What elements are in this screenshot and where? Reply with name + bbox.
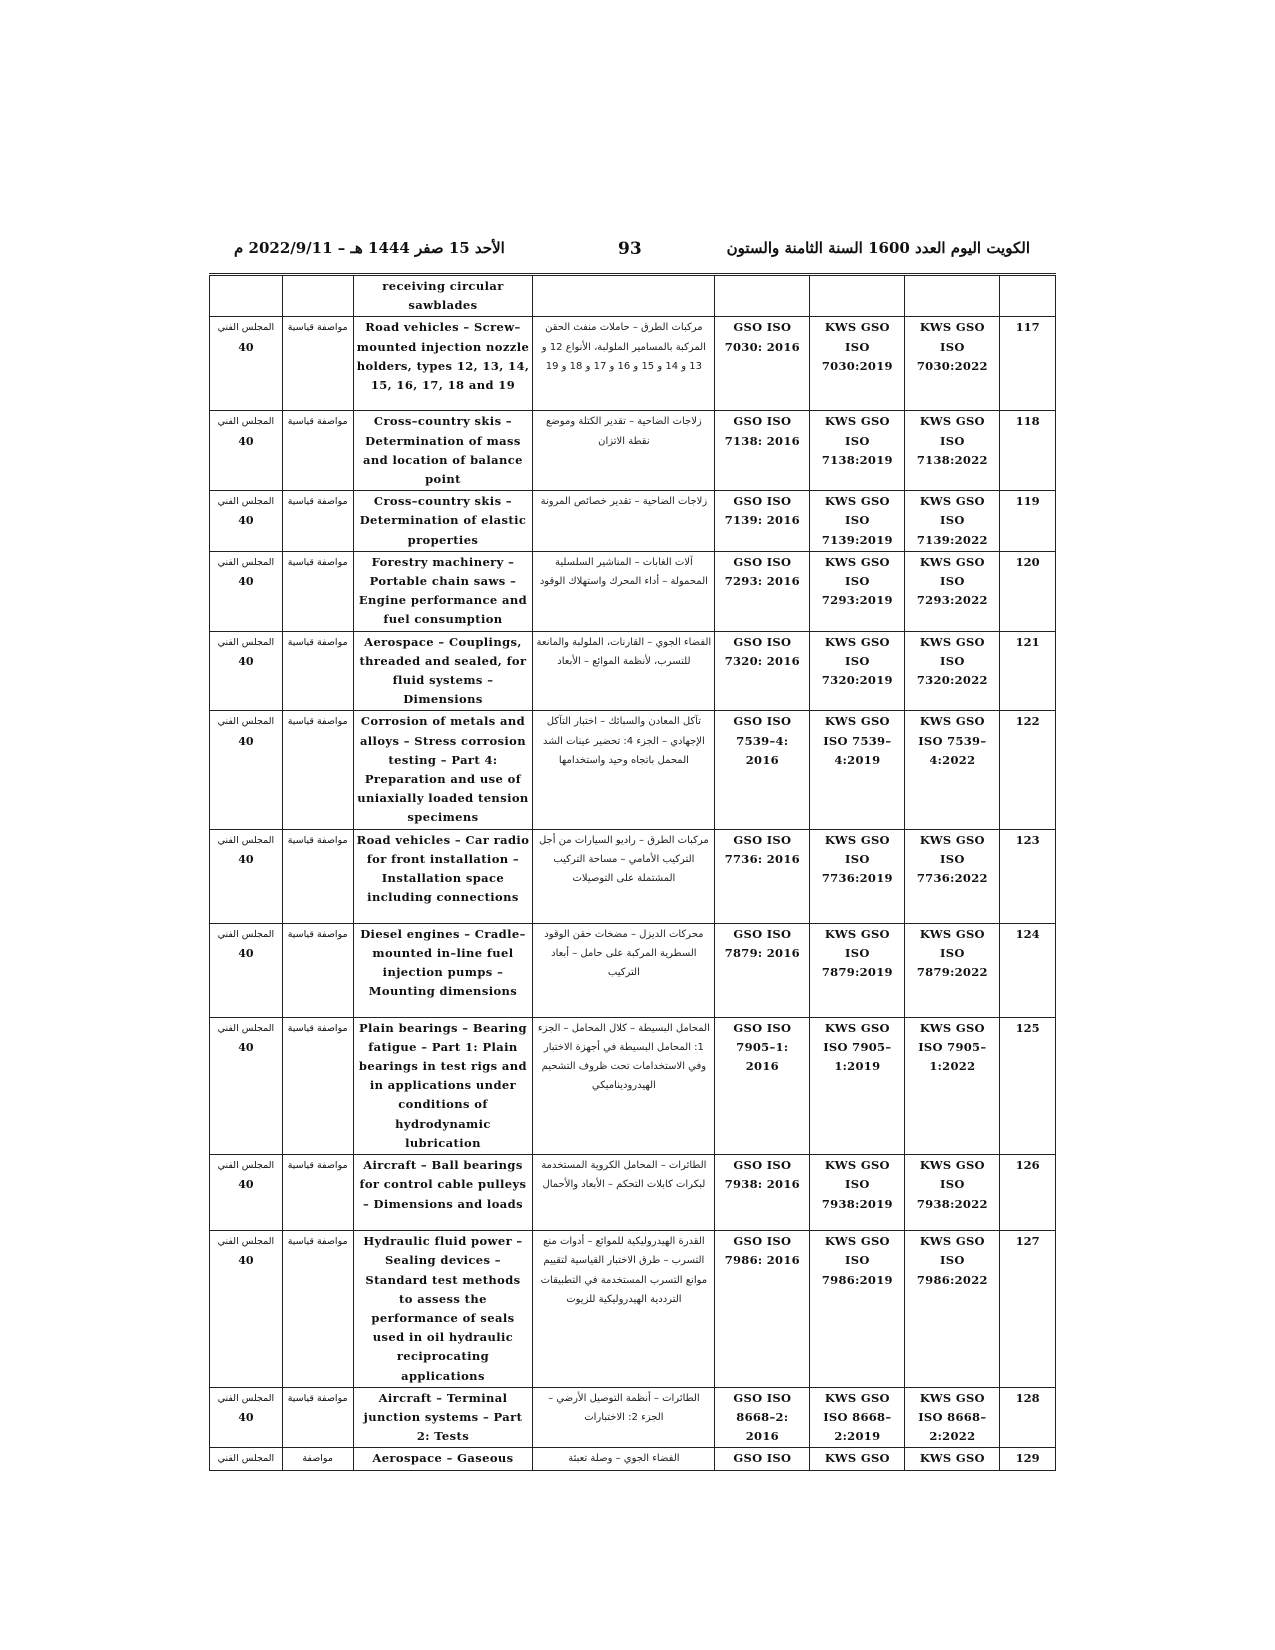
council-number: 40 — [238, 852, 254, 866]
council-cell — [210, 1231, 283, 1388]
gso-code-cell: GSO ISO 7139: 2016 — [715, 491, 810, 552]
kws-2022-cell: KWS GSO ISO 7539–4:2022 — [905, 711, 1000, 829]
title-en-cell: Road vehicles – Screw–mounted injection nozzle holders, types 12, 13, 14, 15, 16, 17, 18 and 19 — [353, 317, 533, 411]
council-cell — [210, 491, 283, 552]
title-ar-cell: الفضاء الجوي – وصلة تعبئة — [533, 1448, 715, 1470]
council-number: 40 — [238, 1254, 254, 1268]
row-number-cell: 118 — [1000, 411, 1056, 491]
title-en-cell: receiving circular sawblades — [353, 275, 533, 317]
title-en-cell: Plain bearings – Bearing fatigue – Part 1: Plain bearings in test rigs and in applications under conditions of hydrodynamic lubrication — [353, 1017, 533, 1154]
table-row — [210, 631, 1056, 711]
council-number: 40 — [238, 340, 254, 354]
council-label: المجلس الفني — [217, 416, 275, 428]
table-row — [210, 1231, 1056, 1388]
type-cell: مواصفة قياسية — [282, 1017, 353, 1154]
council-cell — [210, 1155, 283, 1231]
gso-code-cell: GSO ISO 7539–4: 2016 — [715, 711, 810, 829]
kws-2019-cell: KWS GSO ISO 7293:2019 — [810, 551, 905, 631]
kws-2022-cell: KWS GSO ISO 7736:2022 — [905, 829, 1000, 923]
type-cell: مواصفة قياسية — [282, 631, 353, 711]
council-cell — [210, 411, 283, 491]
kws-2019-cell: KWS GSO ISO 7879:2019 — [810, 923, 905, 1017]
type-cell: مواصفة قياسية — [282, 1231, 353, 1388]
row-number-cell: 129 — [1000, 1448, 1056, 1470]
council-label: المجلس الفني — [217, 1022, 275, 1034]
council-number: 40 — [238, 654, 254, 668]
council-label: المجلس الفني — [217, 1392, 275, 1404]
kws-2019-cell: KWS GSO ISO 7138:2019 — [810, 411, 905, 491]
title-ar-cell: الطائرات – أنظمة التوصيل الأرضي – الجزء 2: الاختبارات — [533, 1387, 715, 1448]
type-cell: مواصفة قياسية — [282, 491, 353, 552]
council-number: 40 — [238, 1040, 254, 1054]
council-cell — [210, 1448, 283, 1470]
type-cell: مواصفة — [282, 1448, 353, 1470]
title-en-cell: Forestry machinery – Portable chain saws – Engine performance and fuel consumption — [353, 551, 533, 631]
kws-2022-cell: KWS GSO ISO 7293:2022 — [905, 551, 1000, 631]
table-row — [210, 411, 1056, 491]
table-row — [210, 1017, 1056, 1154]
council-number: 40 — [238, 514, 254, 528]
kws-2022-cell: KWS GSO ISO 7879:2022 — [905, 923, 1000, 1017]
title-en-cell: Corrosion of metals and alloys – Stress corrosion testing – Part 4: Preparation and use of uniaxially loaded tension specimens — [353, 711, 533, 829]
row-number-cell: 122 — [1000, 711, 1056, 829]
council-label: المجلس الفني — [217, 834, 275, 846]
kws-2022-cell: KWS GSO — [905, 1448, 1000, 1470]
title-en-cell: Aerospace – Gaseous — [353, 1448, 533, 1470]
title-ar-cell: محركات الديزل – مضخات حقن الوقود السطرية المركبة على حامل – أبعاد التركيب — [533, 923, 715, 1017]
page-header — [230, 239, 1030, 265]
kws-2019-cell: KWS GSO ISO 8668–2:2019 — [810, 1387, 905, 1448]
title-en-cell: Road vehicles – Car radio for front installation – Installation space including connections — [353, 829, 533, 923]
type-cell: مواصفة قياسية — [282, 829, 353, 923]
gso-code-cell: GSO ISO 7986: 2016 — [715, 1231, 810, 1388]
council-label: المجلس الفني — [217, 1453, 275, 1465]
title-ar-cell: زلاجات الضاحية – تقدير الكتلة وموضع نقطة الاتزان — [533, 411, 715, 491]
row-number-cell: 117 — [1000, 317, 1056, 411]
page-number: 93 — [618, 239, 642, 259]
council-cell — [210, 711, 283, 829]
kws-2019-cell: KWS GSO ISO 7736:2019 — [810, 829, 905, 923]
type-cell: مواصفة قياسية — [282, 1387, 353, 1448]
council-number: 40 — [238, 575, 254, 589]
kws-2022-cell: KWS GSO ISO 7905–1:2022 — [905, 1017, 1000, 1154]
council-label: المجلس الفني — [217, 1236, 275, 1248]
kws-2022-cell: KWS GSO ISO 7139:2022 — [905, 491, 1000, 552]
gso-code-cell: GSO ISO 7938: 2016 — [715, 1155, 810, 1231]
type-cell: مواصفة قياسية — [282, 923, 353, 1017]
title-ar-cell: القدرة الهيدروليكية للموائع – أدوات منع التسرب – طرق الاختبار القياسية لتقييم موانع التسرب المستخدمة في التطبيقات الترددية الهيدروليكية للزيوت — [533, 1231, 715, 1388]
kws-2019-cell: KWS GSO ISO 7938:2019 — [810, 1155, 905, 1231]
gso-code-cell: GSO ISO 8668–2: 2016 — [715, 1387, 810, 1448]
gso-code-cell: GSO ISO 7030: 2016 — [715, 317, 810, 411]
council-label: المجلس الفني — [217, 322, 275, 334]
council-label: المجلس الفني — [217, 716, 275, 728]
title-ar-cell: تآكل المعادن والسبائك – اختبار التآكل الإجهادي – الجزء 4: تحضير عينات الشد المحمل باتجاه وحيد واستخدامها — [533, 711, 715, 829]
council-label: المجلس الفني — [217, 636, 275, 648]
kws-2022-cell: KWS GSO ISO 8668–2:2022 — [905, 1387, 1000, 1448]
header-issue: الكويت اليوم العدد 1600 السنة الثامنة والستون — [726, 239, 1030, 257]
council-number: 40 — [238, 434, 254, 448]
gso-code-cell: GSO ISO 7736: 2016 — [715, 829, 810, 923]
title-en-cell: Cross–country skis – Determination of elastic properties — [353, 491, 533, 552]
type-cell: مواصفة قياسية — [282, 711, 353, 829]
kws-2022-cell: KWS GSO ISO 7320:2022 — [905, 631, 1000, 711]
row-number-cell: 121 — [1000, 631, 1056, 711]
council-label: المجلس الفني — [217, 1160, 275, 1172]
kws-2019-cell: KWS GSO ISO 7905–1:2019 — [810, 1017, 905, 1154]
council-cell — [210, 551, 283, 631]
council-cell — [210, 317, 283, 411]
kws-2022-cell: KWS GSO ISO 7138:2022 — [905, 411, 1000, 491]
row-number-cell: 120 — [1000, 551, 1056, 631]
type-cell: مواصفة قياسية — [282, 317, 353, 411]
council-number: 40 — [238, 1178, 254, 1192]
council-number: 40 — [238, 734, 254, 748]
table-row — [210, 829, 1056, 923]
table-row — [210, 551, 1056, 631]
title-en-cell: Aircraft – Terminal junction systems – Part 2: Tests — [353, 1387, 533, 1448]
row-number-cell: 123 — [1000, 829, 1056, 923]
kws-2019-cell: KWS GSO ISO 7030:2019 — [810, 317, 905, 411]
gso-code-cell: GSO ISO 7879: 2016 — [715, 923, 810, 1017]
kws-2022-cell: KWS GSO ISO 7986:2022 — [905, 1231, 1000, 1388]
title-ar-cell: مركبات الطرق – راديو السيارات من أجل التركيب الأمامي – مساحة التركيب المشتملة على التوصيلات — [533, 829, 715, 923]
title-en-cell: Cross–country skis – Determination of mass and location of balance point — [353, 411, 533, 491]
kws-2019-cell: KWS GSO ISO 7986:2019 — [810, 1231, 905, 1388]
council-number: 40 — [238, 946, 254, 960]
council-label: المجلس الفني — [217, 496, 275, 508]
council-cell — [210, 631, 283, 711]
title-ar-cell: آلات الغابات – المناشير السلسلية المحمولة – أداء المحرك واستهلاك الوقود — [533, 551, 715, 631]
gso-code-cell: GSO ISO 7320: 2016 — [715, 631, 810, 711]
kws-2019-cell: KWS GSO ISO 7139:2019 — [810, 491, 905, 552]
gso-code-cell: GSO ISO 7293: 2016 — [715, 551, 810, 631]
council-cell — [210, 1387, 283, 1448]
type-cell: مواصفة قياسية — [282, 411, 353, 491]
title-en-cell: Aircraft – Ball bearings for control cable pulleys – Dimensions and loads — [353, 1155, 533, 1231]
gso-code-cell: GSO ISO 7905–1: 2016 — [715, 1017, 810, 1154]
council-cell — [210, 829, 283, 923]
council-number: 40 — [238, 1410, 254, 1424]
row-number-cell: 126 — [1000, 1155, 1056, 1231]
title-en-cell: Diesel engines – Cradle–mounted in–line fuel injection pumps – Mounting dimensions — [353, 923, 533, 1017]
council-cell — [210, 1017, 283, 1154]
row-number-cell: 127 — [1000, 1231, 1056, 1388]
standards-table — [209, 273, 1056, 1471]
type-cell: مواصفة قياسية — [282, 1155, 353, 1231]
table-row — [210, 317, 1056, 411]
title-ar-cell: زلاجات الضاحية – تقدير خصائص المرونة — [533, 491, 715, 552]
row-number-cell: 124 — [1000, 923, 1056, 1017]
title-en-cell: Aerospace – Couplings, threaded and sealed, for fluid systems – Dimensions — [353, 631, 533, 711]
title-en-cell: Hydraulic fluid power – Sealing devices – Standard test methods to assess the performance of seals used in oil hydraulic reciprocating applications — [353, 1231, 533, 1388]
gso-code-cell: GSO ISO 7138: 2016 — [715, 411, 810, 491]
table-row — [210, 923, 1056, 1017]
council-label: المجلس الفني — [217, 556, 275, 568]
title-ar-cell: الطائرات – المحامل الكروية المستخدمة لبكرات كابلات التحكم – الأبعاد والأحمال — [533, 1155, 715, 1231]
title-ar-cell: المحامل البسيطة – كلال المحامل – الجزء 1: المحامل البسيطة في أجهزة الاختبار وفي الاستخدامات تحت ظروف التشحيم الهيدروديناميكي — [533, 1017, 715, 1154]
type-cell: مواصفة قياسية — [282, 551, 353, 631]
kws-2022-cell: KWS GSO ISO 7030:2022 — [905, 317, 1000, 411]
council-label: المجلس الفني — [217, 928, 275, 940]
header-date: الأحد 15 صفر 1444 هـ – 2022/9/11 م — [234, 239, 505, 257]
table-row — [210, 1387, 1056, 1448]
table-row — [210, 491, 1056, 552]
kws-2019-cell: KWS GSO — [810, 1448, 905, 1470]
row-number-cell: 128 — [1000, 1387, 1056, 1448]
kws-2019-cell: KWS GSO ISO 7320:2019 — [810, 631, 905, 711]
title-ar-cell: مركبات الطرق – حاملات منفث الحقن المركبة بالمسامير الملولبة، الأنواع 12 و 13 و 14 و 15 و 16 و 17 و 18 و 19 — [533, 317, 715, 411]
table-row — [210, 711, 1056, 829]
council-cell — [210, 923, 283, 1017]
kws-2019-cell: KWS GSO ISO 7539–4:2019 — [810, 711, 905, 829]
kws-2022-cell: KWS GSO ISO 7938:2022 — [905, 1155, 1000, 1231]
table-row-continuation — [210, 275, 1056, 317]
title-ar-cell: الفضاء الجوي – القارنات، الملولبة والمانعة للتسرب، لأنظمة الموائع – الأبعاد — [533, 631, 715, 711]
row-number-cell: 119 — [1000, 491, 1056, 552]
table-row — [210, 1448, 1056, 1470]
table-row — [210, 1155, 1056, 1231]
row-number-cell: 125 — [1000, 1017, 1056, 1154]
gso-code-cell: GSO ISO — [715, 1448, 810, 1470]
